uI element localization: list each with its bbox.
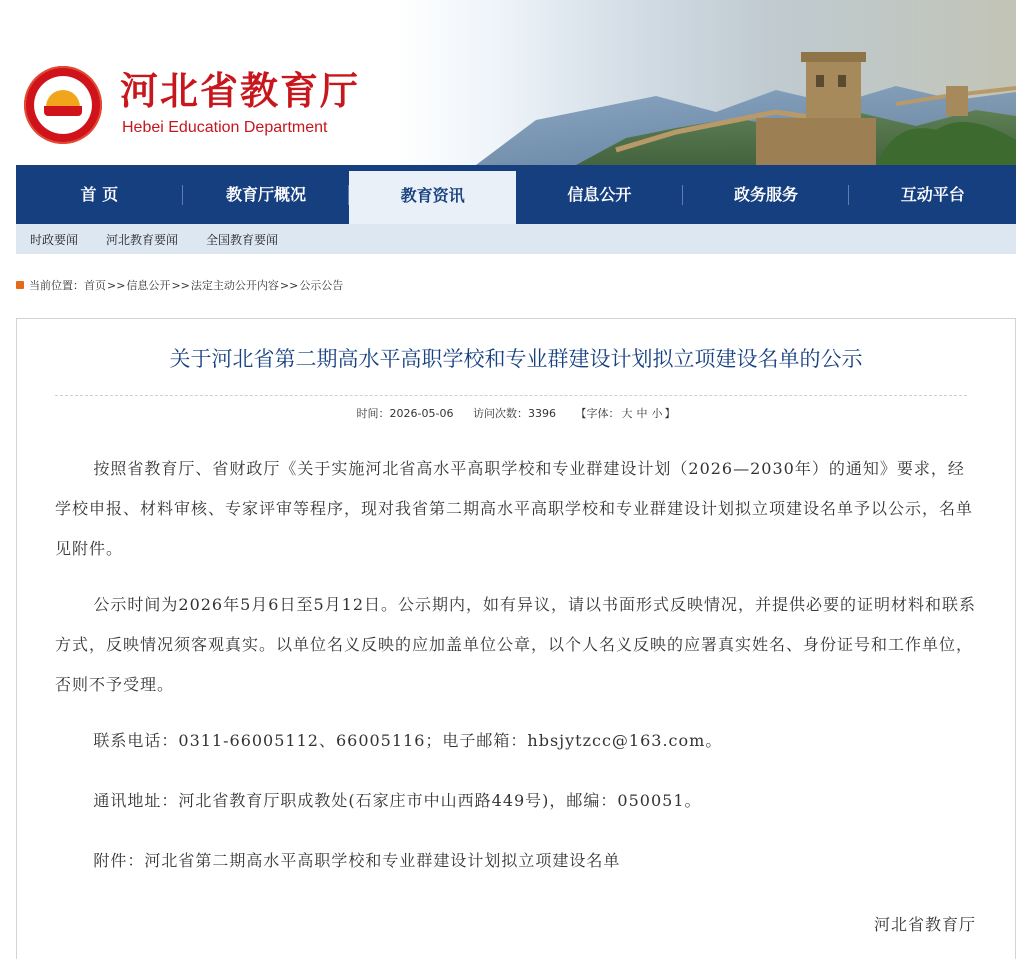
breadcrumb [16,277,343,293]
font-size-small[interactable]: 小 [651,407,663,420]
font-size-switcher: 【字体： 大 中 小 】 [575,407,676,420]
article-body [55,449,977,901]
nav-info-disclosure[interactable]: 信息公开 [516,165,683,224]
article-paragraph: 公示时间为2026年5月6日至5月12日。公示期内，如有异议，请以书面形式反映情况，并提供必要的证明材料和联系方式，反映情况须客观真实。以单位名义反映的应加盖单位公章，以个人名义反映的应署真实姓名、身份证号和工作单位，否则不予受理。 [55,595,977,694]
nav-government-services[interactable]: 政务服务 [683,165,850,224]
mailing-address: 通讯地址：河北省教育厅职成教处(石家庄市中山西路449号)，邮编：050051。 [93,791,702,810]
site-title: 河北省教育厅 [120,69,361,113]
location-icon [16,281,24,289]
article-title: 关于河北省第二期高水平高职学校和专业群建设计划拟立项建设名单的公示 [169,347,863,371]
subnav-hebei-education-news[interactable]: 河北教育要闻 [106,232,179,247]
breadcrumb-separator: >> [107,278,126,292]
subnav-national-education-news[interactable]: 全国教育要闻 [206,232,279,247]
department-emblem-icon [24,66,102,144]
sub-navigation [16,224,1016,254]
nav-overview[interactable]: 教育厅概况 [183,165,350,224]
publish-time: 时间：2026-05-06 [356,407,454,420]
article-paragraph: 按照省教育厅、省财政厅《关于实施河北省高水平高职学校和专业群建设计划（2026—2030年）的通知》要求，经学校申报、材料审核、专家评审等程序，现对我省第二期高水平高职学校和专业群建设计划拟立项建设名单予以公示，名单见附件。 [55,459,974,558]
title-divider [55,395,967,396]
attachment-link[interactable]: 附件：河北省第二期高水平高职学校和专业群建设计划拟立项建设名单 [93,851,621,870]
header-banner [16,0,1016,165]
main-navigation [16,165,1016,224]
nav-education-news[interactable]: 教育资讯 [349,171,516,224]
font-size-medium[interactable]: 中 [636,407,648,420]
nav-interaction-platform[interactable]: 互动平台 [900,185,965,204]
contact-phone-email: 联系电话：0311-66005112、66005116；电子邮箱：hbsjytzcc@163.com。 [93,731,723,750]
visit-count: 访问次数：3396 [472,407,556,420]
breadcrumb-prefix: 当前位置： [29,279,84,292]
font-size-large[interactable]: 大 [621,407,633,420]
article-meta [17,405,1015,421]
breadcrumb-home[interactable]: 首页 [84,279,106,292]
subnav-political-news[interactable]: 时政要闻 [30,232,79,247]
breadcrumb-announcements[interactable]: 公示公告 [299,279,344,292]
breadcrumb-info-disclosure[interactable]: 信息公开 [126,279,171,292]
breadcrumb-statutory-content[interactable]: 法定主动公开内容 [190,279,279,292]
signature: 河北省教育厅 [873,915,976,934]
site-subtitle: Hebei Education Department [122,119,328,136]
breadcrumb-separator: >> [279,278,299,292]
breadcrumb-separator: >> [171,278,190,292]
nav-home[interactable]: 首 页 [16,165,183,224]
article-container [16,318,1016,959]
